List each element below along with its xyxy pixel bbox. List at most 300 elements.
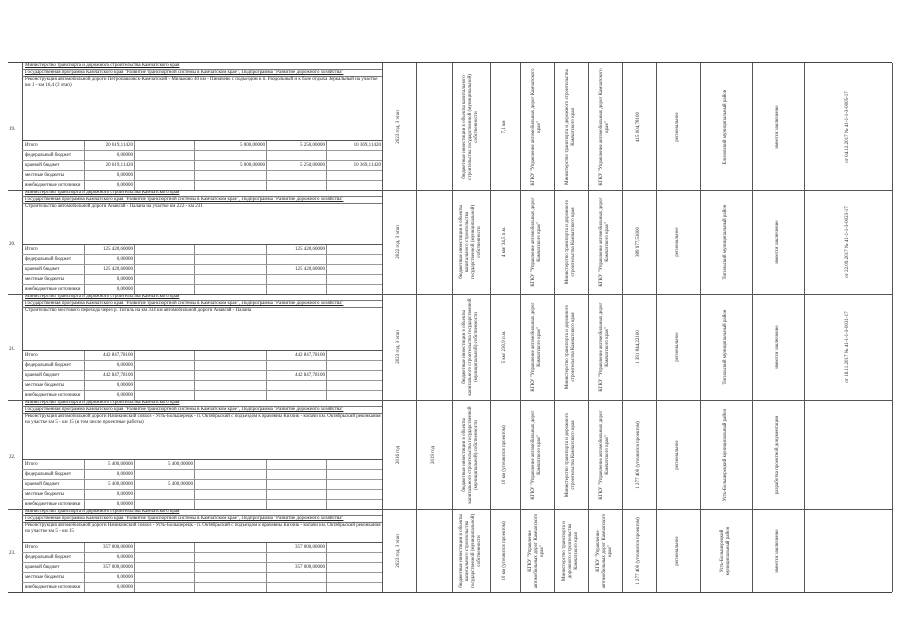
customer-text: КГКУ "Управление автомобильных дорог Камчатского края": [531, 67, 542, 186]
financing-amount: 0,00000: [84, 285, 134, 294]
financing-source-label: внебюджетные источники: [25, 393, 81, 398]
financing-amount: 442 847,78100: [266, 371, 326, 380]
object-name: Строительство мостового перехода через р. Тигиль на км 334 км автомобильной дороги Анавгай - Палана: [25, 308, 252, 313]
location-cell: [700, 509, 753, 592]
program-name: Государственная программа Камчатского края "Развитие транспортной системы в Камчатском крае", Подпрограмма "Развитие дорожного хозяйства": [22, 407, 382, 414]
recipient-text: КГКУ "Управление автомобильных дорог Камчатского края": [599, 409, 610, 500]
significance-text: региональное: [675, 439, 680, 470]
financing-amount: [326, 285, 382, 294]
row-number-cell: [8, 509, 23, 592]
financing-source-label: внебюджетные источники: [25, 287, 81, 292]
financing-source-label: краевой бюджет: [25, 373, 60, 378]
financing-amount: 0,00000: [84, 381, 134, 390]
financing-amount: 5 400,00000: [134, 460, 194, 469]
ministry-name: Министерство транспорта и дорожного строительства Камчатского края: [22, 190, 382, 197]
row-number-cell: [8, 294, 23, 400]
financing-source-label: федеральный бюджет: [25, 363, 72, 368]
significance-cell: [656, 294, 701, 400]
financing-table: [22, 542, 382, 592]
recipient-text: КГКУ "Управление автомобильных дорог Камчатского края": [599, 67, 610, 186]
manager-cell: [554, 509, 589, 592]
object-name: Реконструкция автомобильной дороги Начикинский совхоз - Усть-Большерецк - п. Октябрьский с подъездом к врачевны Кихчик - копачи км. Октябрьский реконкания на участке км 5 - км 15: [25, 523, 381, 534]
financing-amount: [134, 500, 194, 509]
capacity-cell: [490, 509, 521, 592]
financing-amount: 0,00000: [84, 470, 134, 479]
doc-status-cell: [752, 294, 805, 400]
significance-cell: [656, 63, 701, 190]
cost-cell: [622, 400, 657, 509]
financing-row: [22, 480, 382, 490]
financing-row: [22, 553, 382, 563]
manager-text: Министерство транспорта и дорожного строительства Камчатского края: [565, 412, 576, 497]
financing-amount: 0,00000: [84, 275, 134, 284]
financing-amount: [194, 470, 266, 479]
row-number-cell: [8, 190, 23, 294]
financing-amount: [326, 255, 382, 264]
financing-amount: 125 420,60000: [266, 265, 326, 274]
object-name: Реконструкция автомобильной дороги Начикинский совхоз - Усть-Большерецк - п. Октябрьский с подъездом к врачевны Кихчик - копачи км. Октябрьский реконкания на участке км 5 - км 15 (в том числе проектные работы): [25, 414, 381, 425]
ministry-name: Министерство транспорта и дорожного строительства Камчатского края: [22, 400, 382, 407]
financing-amount: 0,00000: [84, 361, 134, 370]
financing-amount: [266, 275, 326, 284]
expertise-cell: [804, 400, 893, 509]
expertise-text: от 22.09.2017 № 41-1-1-3-0023-17: [845, 206, 850, 278]
manager-text: Министерство транспорта и дорожного строительства Камчатского края: [565, 68, 576, 185]
financing-amount: [134, 161, 194, 170]
financing-amount: 357 000,00000: [266, 563, 326, 572]
financing-amount: 0,00000: [84, 573, 134, 582]
financing-amount: 0,00000: [84, 181, 134, 190]
recipient-text: КГКУ "Управление автомобильных дорог Камчатского края": [596, 513, 613, 588]
financing-row: [22, 255, 382, 265]
financing-row: [22, 161, 382, 171]
doc-status-text: имеется заключение: [775, 220, 780, 264]
financing-source-label: внебюджетные источники: [25, 585, 81, 590]
financing-amount: 442 847,78100: [84, 351, 134, 360]
customer-cell: [520, 294, 555, 400]
financing-row: [22, 490, 382, 500]
financing-row: [22, 265, 382, 275]
financing-amount: [326, 245, 382, 254]
object-cell: [22, 400, 383, 509]
asset-cell: [452, 190, 491, 294]
asset-text: бюджетные инвестиции в объекты капитального строительства государственной (муниципальной) собственности: [459, 513, 482, 588]
financing-amount: [194, 151, 266, 160]
financing-row: [22, 381, 382, 391]
financing-source-label: местные бюджеты: [25, 575, 65, 580]
financing-source-label: Итого: [25, 545, 38, 550]
financing-amount: [326, 171, 382, 180]
location-cell: [700, 294, 753, 400]
financing-amount: 0,00000: [84, 500, 134, 509]
financing-amount: 10 369,11420: [326, 161, 382, 170]
financing-row: [22, 563, 382, 573]
financing-amount: 125 420,60000: [84, 265, 134, 274]
financing-amount: 0,00000: [84, 171, 134, 180]
financing-source-label: Итого: [25, 462, 38, 467]
financing-amount: [194, 351, 266, 360]
table-row: [8, 190, 892, 295]
table-row: [8, 294, 892, 401]
financing-amount: 0,00000: [84, 391, 134, 400]
location-text: Елизовский муниципальный район: [723, 89, 728, 164]
manager-cell: [554, 190, 589, 294]
program-name: Государственная программа Камчатского края "Развитие транспортной системы в Камчатском крае", Подпрограмма "Развитие дорожного хозяйства": [22, 516, 382, 523]
doc-status-text: имеется заключение: [775, 325, 780, 369]
recipient-cell: [588, 63, 623, 190]
financing-amount: [326, 583, 382, 592]
object-cell: [22, 63, 383, 190]
financing-amount: [326, 381, 382, 390]
financing-source-label: федеральный бюджет: [25, 257, 72, 262]
cost-text: 1 391 844,22100: [636, 330, 641, 364]
document-table: [8, 62, 892, 593]
financing-source-label: внебюджетные источники: [25, 502, 81, 507]
manager-text: Министерство транспорта и дорожного строительства Камчатского края: [565, 304, 576, 390]
customer-text: КГКУ "Управление автомобильных дорог Камчатского края": [531, 197, 542, 287]
years-text: 2023 год, 3 этап: [396, 330, 401, 364]
customer-text: КГКУ "Управление автомобильных дорог Камчатского края": [528, 513, 545, 588]
recipient-text: КГКУ "Управление автомобильных дорог Камчатского края": [599, 302, 610, 392]
doc-status-cell: [752, 190, 805, 294]
financing-row: [22, 361, 382, 371]
financing-amount: [134, 275, 194, 284]
recipient-cell: [588, 400, 623, 509]
cost-cell: [622, 190, 657, 294]
financing-amount: [194, 371, 266, 380]
years-cell: [382, 294, 417, 400]
financing-amount: [134, 181, 194, 190]
financing-source-label: Итого: [25, 353, 38, 358]
financing-amount: [194, 460, 266, 469]
row-number-cell: [8, 63, 23, 190]
financing-amount: [134, 361, 194, 370]
program-name: Государственная программа Камчатского края "Развитие транспортной системы в Камчатском крае", Подпрограмма "Развитие дорожного хозяйства": [22, 301, 382, 308]
manager-cell: [554, 63, 589, 190]
financing-amount: [194, 500, 266, 509]
financing-amount: [326, 553, 382, 562]
financing-amount: [266, 553, 326, 562]
row-number: 22.: [9, 454, 16, 460]
financing-source-label: краевой бюджет: [25, 482, 60, 487]
years-cell: [382, 63, 417, 190]
doc-status-cell: [752, 400, 805, 509]
financing-amount: [194, 490, 266, 499]
financing-source-label: краевой бюджет: [25, 565, 60, 570]
row-number: 23.: [9, 550, 16, 556]
ministry-name: Министерство транспорта и дорожного строительства Камчатского края: [22, 63, 382, 70]
financing-amount: [194, 381, 266, 390]
financing-source-label: местные бюджеты: [25, 383, 65, 388]
financing-amount: [326, 543, 382, 552]
years-cell: [382, 190, 417, 294]
financing-row: [22, 351, 382, 361]
location-text: Тигильский муниципальный район: [723, 309, 728, 385]
financing-row: [22, 151, 382, 161]
expertise-cell: [804, 509, 893, 592]
capacity-cell: [490, 294, 521, 400]
customer-cell: [520, 190, 555, 294]
financing-amount: [194, 265, 266, 274]
financing-amount: [194, 181, 266, 190]
financing-amount: [134, 141, 194, 150]
financing-source-label: Итого: [25, 143, 38, 148]
cost-text: 389 977,53000: [636, 227, 641, 257]
financing-amount: [194, 255, 266, 264]
customer-cell: [520, 63, 555, 190]
col2-cell: [416, 294, 453, 400]
financing-amount: [326, 351, 382, 360]
row-number: 20.: [9, 242, 16, 247]
asset-text: бюджетные инвестиции в объекты капитального строительства государственной (муниципальной) собственности: [462, 298, 479, 396]
cost-text: 415 004,78100: [636, 111, 641, 142]
financing-amount: [326, 480, 382, 489]
manager-cell: [554, 400, 589, 509]
years-cell: [382, 400, 417, 509]
financing-amount: [326, 361, 382, 370]
location-cell: [700, 400, 753, 509]
financing-row: [22, 543, 382, 553]
financing-amount: [134, 563, 194, 572]
financing-amount: [266, 490, 326, 499]
financing-amount: [266, 171, 326, 180]
financing-amount: [194, 480, 266, 489]
financing-source-label: краевой бюджет: [25, 163, 60, 168]
col2-cell: [416, 509, 453, 592]
financing-row: [22, 245, 382, 255]
manager-text: Министерство транспорта и дорожного строительства Камчатского края: [562, 520, 579, 581]
financing-source-label: Итого: [25, 247, 38, 252]
financing-source-label: местные бюджеты: [25, 277, 65, 282]
financing-amount: 5 250,00000: [266, 161, 326, 170]
financing-amount: [326, 500, 382, 509]
financing-amount: [266, 285, 326, 294]
doc-status-text: имеется заключение: [775, 528, 780, 573]
significance-cell: [656, 190, 701, 294]
financing-amount: [266, 480, 326, 489]
financing-amount: [326, 573, 382, 582]
asset-cell: [452, 509, 491, 592]
manager-text: Министерство транспорта и дорожного строительства Камчатского края: [565, 199, 576, 285]
financing-amount: 0,00000: [84, 583, 134, 592]
capacity-cell: [490, 400, 521, 509]
financing-amount: [266, 460, 326, 469]
financing-row: [22, 470, 382, 480]
years-text: 2023 год, 3 этап: [396, 109, 401, 144]
customer-text: КГКУ "Управление автомобильных дорог Камчатского края": [531, 409, 542, 500]
cost-text: 1 277 400 (уточнится проектом): [636, 420, 641, 489]
col2-cell: [416, 63, 453, 190]
financing-amount: [134, 265, 194, 274]
financing-table: [22, 140, 382, 190]
financing-row: [22, 391, 382, 400]
financing-amount: 0,00000: [84, 151, 134, 160]
table-row: [8, 400, 892, 510]
years-cell: [382, 509, 417, 592]
doc-status-text: имеется заключение: [775, 104, 780, 149]
financing-source-label: внебюджетные источники: [25, 183, 81, 188]
financing-amount: [266, 361, 326, 370]
recipient-text: КГКУ "Управление автомобильных дорог Камчатского края": [599, 197, 610, 287]
financing-amount: 357 000,00000: [266, 543, 326, 552]
financing-amount: [266, 255, 326, 264]
financing-source-label: федеральный бюджет: [25, 472, 72, 477]
capacity-text: 7,1 км: [502, 119, 507, 134]
financing-amount: [194, 563, 266, 572]
financing-amount: 5 000,00000: [194, 161, 266, 170]
cost-cell: [622, 294, 657, 400]
financing-amount: [326, 391, 382, 400]
recipient-cell: [588, 509, 623, 592]
program-name: Государственная программа Камчатского края "Развитие транспортной системы в Камчатском крае", Подпрограмма "Развитие дорожного хозяйства": [22, 197, 382, 204]
financing-amount: [194, 573, 266, 582]
significance-cell: [656, 400, 701, 509]
object-cell: [22, 294, 383, 400]
financing-amount: [326, 275, 382, 284]
financing-row: [22, 371, 382, 381]
financing-amount: [266, 470, 326, 479]
years-text: 2022 год, 3 этап: [396, 225, 401, 259]
financing-amount: [194, 391, 266, 400]
financing-amount: 442 847,78100: [266, 351, 326, 360]
financing-source-label: федеральный бюджет: [25, 555, 72, 560]
location-text: Усть-Большерецкий муниципальный район: [723, 408, 728, 501]
financing-source-label: краевой бюджет: [25, 267, 60, 272]
financing-amount: [134, 285, 194, 294]
capacity-text: 10 км (уточнится проектом): [502, 424, 507, 485]
financing-amount: [326, 151, 382, 160]
financing-amount: [266, 573, 326, 582]
financing-amount: [134, 381, 194, 390]
asset-cell: [452, 63, 491, 190]
doc-status-cell: [752, 63, 805, 190]
financing-amount: [134, 255, 194, 264]
row-number-cell: [8, 400, 23, 509]
financing-amount: [134, 391, 194, 400]
capacity-cell: [490, 190, 521, 294]
program-name: Государственная программа Камчатского края "Развитие транспортной системы в Камчатском крае", Подпрограмма "Развитие дорожного хозяйства": [22, 70, 382, 77]
significance-text: региональное: [675, 227, 680, 257]
financing-amount: 442 847,78100: [84, 371, 134, 380]
financing-amount: [326, 470, 382, 479]
financing-amount: [134, 351, 194, 360]
financing-amount: [266, 151, 326, 160]
capacity-cell: [490, 63, 521, 190]
recipient-cell: [588, 190, 623, 294]
financing-amount: [194, 171, 266, 180]
significance-text: региональное: [675, 111, 680, 142]
doc-status-text: разработка проектной документации: [775, 415, 780, 494]
financing-row: [22, 573, 382, 583]
financing-amount: 357 000,00000: [84, 563, 134, 572]
financing-amount: [134, 583, 194, 592]
financing-amount: [134, 171, 194, 180]
financing-row: [22, 181, 382, 190]
financing-row: [22, 500, 382, 509]
financing-amount: 20 619,11420: [84, 161, 134, 170]
financing-amount: 5 000,00000: [194, 141, 266, 150]
financing-amount: [194, 361, 266, 370]
location-cell: [700, 190, 753, 294]
financing-amount: [194, 245, 266, 254]
object-cell: [22, 190, 383, 294]
financing-source-label: местные бюджеты: [25, 492, 65, 497]
row-number: 19.: [9, 126, 16, 132]
ministry-name: Министерство транспорта и дорожного строительства Камчатского края: [22, 294, 382, 301]
col2-cell: [416, 190, 453, 294]
asset-text: бюджетные инвестиции в объекты капитального строительства государственной (муниципальной) собственности: [462, 405, 479, 504]
col2-text: 2019 год: [431, 445, 436, 464]
table-row: [8, 63, 892, 191]
financing-amount: [134, 573, 194, 582]
row-number: 21.: [9, 347, 16, 352]
financing-amount: 0,00000: [84, 255, 134, 264]
table-row: [8, 509, 892, 592]
financing-amount: 125 420,60000: [266, 245, 326, 254]
financing-amount: [194, 543, 266, 552]
recipient-cell: [588, 294, 623, 400]
financing-amount: [134, 245, 194, 254]
doc-status-cell: [752, 509, 805, 592]
ministry-name: Министерство транспорта и дорожного строительства Камчатского края: [22, 509, 382, 516]
financing-amount: 5 400,00000: [84, 460, 134, 469]
capacity-text: 10 км (уточнится проектом): [502, 520, 507, 581]
financing-amount: 0,00000: [84, 553, 134, 562]
financing-amount: [194, 553, 266, 562]
financing-row: [22, 460, 382, 470]
financing-amount: [326, 265, 382, 274]
object-cell: [22, 509, 383, 592]
financing-amount: 125 420,60000: [84, 245, 134, 254]
financing-amount: [266, 381, 326, 390]
financing-amount: 20 619,11420: [84, 141, 134, 150]
asset-text: бюджетные инвестиции в объекты капитального строительства государственной (муниципальной) собственности: [459, 204, 482, 280]
expertise-text: от 16.11.2017 № 41-1-1-3-0031-17: [845, 311, 850, 383]
financing-row: [22, 285, 382, 294]
financing-amount: [266, 391, 326, 400]
location-text: Усть-Большерецкий муниципальный район: [720, 526, 731, 575]
customer-text: КГКУ "Управление автомобильных дорог Камчатского края": [531, 302, 542, 392]
financing-source-label: федеральный бюджет: [25, 153, 72, 158]
customer-cell: [520, 400, 555, 509]
location-text: Тигильский муниципальный район: [723, 204, 728, 280]
customer-cell: [520, 509, 555, 592]
cost-cell: [622, 63, 657, 190]
financing-amount: [266, 181, 326, 190]
financing-amount: [134, 543, 194, 552]
financing-row: [22, 171, 382, 181]
financing-amount: [326, 181, 382, 190]
expertise-text: от 04.12.2017 № 41-1-1-3-0005-17: [845, 90, 850, 163]
financing-row: [22, 275, 382, 285]
financing-amount: [194, 275, 266, 284]
financing-amount: [326, 460, 382, 469]
financing-amount: [326, 371, 382, 380]
significance-cell: [656, 509, 701, 592]
financing-amount: [134, 553, 194, 562]
financing-table: [22, 350, 382, 400]
cost-text: 1 277 400 (уточнится проектом): [636, 516, 641, 585]
financing-amount: 0,00000: [84, 490, 134, 499]
col2-cell: [416, 400, 453, 509]
significance-text: региональное: [675, 332, 680, 362]
financing-amount: 5 400,00000: [84, 480, 134, 489]
financing-amount: [266, 583, 326, 592]
capacity-text: 5 км/ 230,9 п.м.: [502, 330, 507, 364]
years-text: 2023 год, 3 этап: [396, 533, 401, 568]
financing-table: [22, 459, 382, 509]
expertise-cell: [804, 190, 893, 294]
